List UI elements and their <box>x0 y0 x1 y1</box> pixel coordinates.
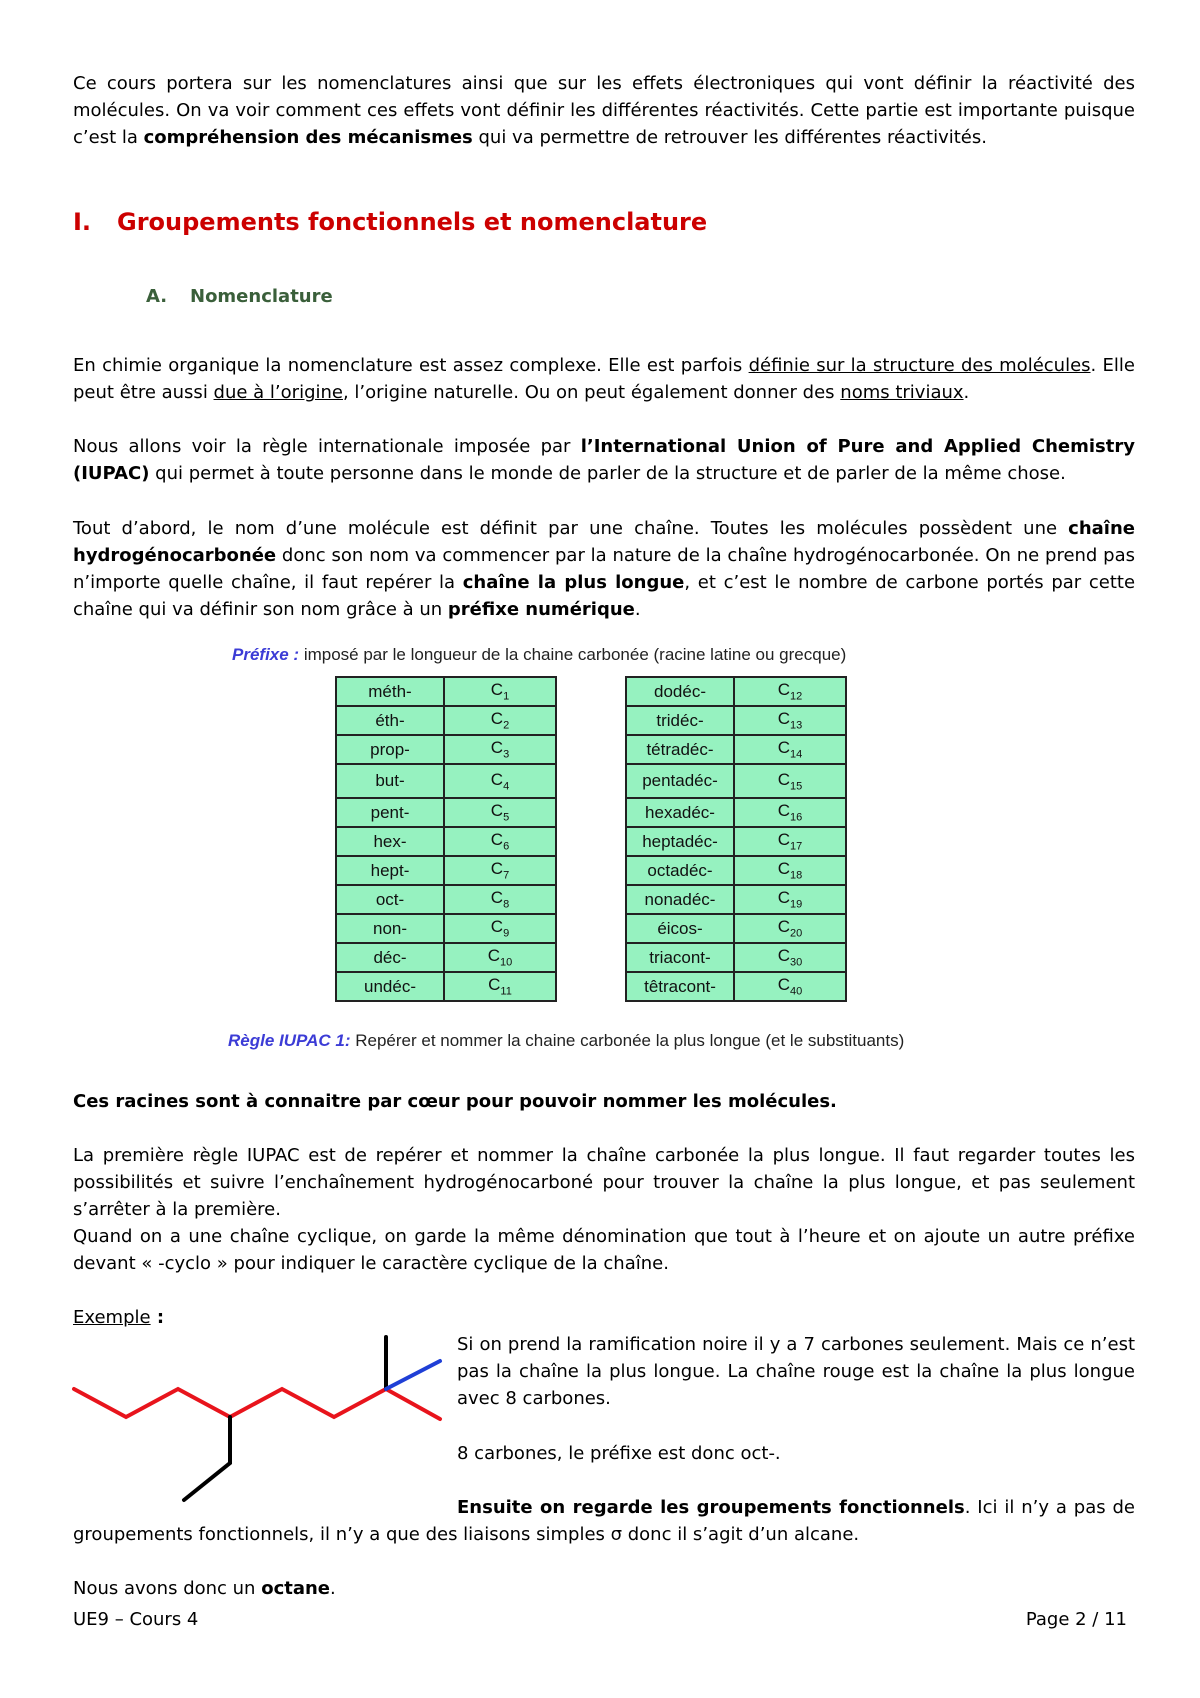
prefix-name: undéc- <box>336 972 444 1001</box>
prefix-row <box>626 735 846 764</box>
prefix-row <box>626 856 846 885</box>
intro-text-end: qui va permettre de retrouver les différentes réactivités. <box>472 127 987 148</box>
prefix-name: hexadéc- <box>626 798 734 827</box>
example-label-colon: : <box>150 1307 165 1328</box>
example-bold: Ensuite on regarde les groupements fonctionnels <box>457 1497 965 1518</box>
p1-text-3: , l’origine naturelle. Ou on peut également donner des <box>342 382 841 403</box>
example-text-2: 8 carbones, le préfixe est donc oct-. <box>457 1443 781 1464</box>
p1-underline-3: noms triviaux <box>840 382 964 403</box>
carbon-count: $C_{30}$ <box>734 943 846 972</box>
section-title: Groupements fonctionnels et nomenclature <box>117 208 708 236</box>
p1-underline-2: due à l’origine <box>213 382 343 403</box>
prefix-row <box>626 677 846 706</box>
main-chain-bond <box>74 1389 440 1419</box>
prefix-name: heptadéc- <box>626 827 734 856</box>
p7-text: Nous avons donc un <box>73 1578 262 1599</box>
prefix-caption-text: imposé par le longueur de la chaine carbonée (racine latine ou grecque) <box>299 645 847 664</box>
carbon-count: $C_1$ <box>444 677 556 706</box>
subsection-heading <box>146 286 333 307</box>
prefix-row <box>626 972 846 1001</box>
carbon-count: $C_{10}$ <box>444 943 556 972</box>
carbon-count: $C_{18}$ <box>734 856 846 885</box>
intro-text: Ce cours portera sur les nomenclatures ainsi que sur les effets électroniques qui vont définir la réactivité des molécules. On va voir comment ces effets vont définir les différentes réactivités. Cette partie est importante puisque c’est la <box>73 73 1135 148</box>
prefix-name: hex- <box>336 827 444 856</box>
carbon-count: $C_{12}$ <box>734 677 846 706</box>
p1-text-4: . <box>963 382 970 403</box>
p3-bold-2: chaîne la plus longue <box>462 572 685 593</box>
branch-bond <box>184 1417 230 1500</box>
prefix-name: méth- <box>336 677 444 706</box>
carbon-count: $C_7$ <box>444 856 556 885</box>
intro-bold: compréhension des mécanismes <box>143 127 473 148</box>
carbon-count: $C_{17}$ <box>734 827 846 856</box>
p6-text: Quand on a une chaîne cyclique, on garde la même dénomination que tout à l’heure et on ajoute un autre préfixe devant « -cyclo » pour indiquer le caractère cyclique de la chaîne. <box>73 1226 1135 1274</box>
carbon-count: $C_2$ <box>444 706 556 735</box>
prefix-row <box>626 943 846 972</box>
prefix-row <box>626 798 846 827</box>
prefix-name: dodéc- <box>626 677 734 706</box>
rule-caption-key: Règle IUPAC 1: <box>228 1031 351 1050</box>
section-number: I. <box>73 208 92 236</box>
carbon-count: $C_3$ <box>444 735 556 764</box>
carbon-count: $C_{40}$ <box>734 972 846 1001</box>
prefix-row <box>336 677 556 706</box>
carbon-count: $C_5$ <box>444 798 556 827</box>
p5-text: La première règle IUPAC est de repérer et nommer la chaîne carbonée la plus longue. Il faut regarder toutes les possibilités et suivre l’enchaînement hydrogénocarboné pour trouver la chaîne la plus longue, et pas seulement s’arrêter à la première. <box>73 1145 1135 1220</box>
subsection-number: A. <box>146 286 168 307</box>
footer-course: UE9 – Cours 4 <box>73 1609 199 1630</box>
prefix-row <box>626 706 846 735</box>
prefix-name: tridéc- <box>626 706 734 735</box>
example-explanation <box>457 1331 1135 1412</box>
prefix-name: nonadéc- <box>626 885 734 914</box>
p3-text-4: . <box>634 599 641 620</box>
prefix-row <box>336 798 556 827</box>
p1-text-2: . Elle peut être aussi <box>73 355 1135 403</box>
p3-bold-1: chaîne hydrogénocarbonée <box>73 518 1135 566</box>
prefix-row <box>626 914 846 943</box>
example-functional-groups <box>73 1494 1135 1548</box>
prefix-name: octadéc- <box>626 856 734 885</box>
carbon-count: $C_9$ <box>444 914 556 943</box>
prefix-name: hept- <box>336 856 444 885</box>
carbon-count: $C_6$ <box>444 827 556 856</box>
example-text-1: Si on prend la ramification noire il y a 7 carbones seulement. Mais ce n’est pas la chaîne la plus longue. La chaîne rouge est la chaîne la plus longue avec 8 carbones. <box>457 1334 1135 1409</box>
paragraph-nomenclature <box>73 352 1135 406</box>
p3-text-2: donc son nom va commencer par la nature de la chaîne hydrogénocarbonée. On ne prend pas n’importe quelle chaîne, il faut repérer la <box>73 545 1135 593</box>
octane-skeletal-diagram <box>60 1325 460 1515</box>
example-prefix <box>457 1440 1135 1467</box>
p7-text-2: . <box>330 1578 336 1599</box>
methyl-bond-blue <box>386 1361 440 1389</box>
carbon-count: $C_{19}$ <box>734 885 846 914</box>
prefix-row <box>336 885 556 914</box>
prefix-name: déc- <box>336 943 444 972</box>
prefix-caption <box>232 645 846 665</box>
prefix-row <box>336 943 556 972</box>
p3-bold-3: préfixe numérique <box>447 599 635 620</box>
p2-bold: l’International Union of Pure and Applied Chemistry (IUPAC) <box>73 436 1135 484</box>
prefix-name: prop- <box>336 735 444 764</box>
prefix-row <box>336 856 556 885</box>
p1-underline-1: définie sur la structure des molécules <box>748 355 1091 376</box>
carbon-count: $C_4$ <box>444 764 556 798</box>
p4-bold: Ces racines sont à connaitre par cœur pour pouvoir nommer les molécules. <box>73 1091 837 1112</box>
prefix-name: pent- <box>336 798 444 827</box>
p2-text: Nous allons voir la règle internationale imposée par <box>73 436 581 457</box>
p3-text-3: , et c’est le nombre de carbone portés par cette chaîne qui va définir son nom grâce à un <box>73 572 1136 620</box>
carbon-count: $C_{11}$ <box>444 972 556 1001</box>
prefix-row <box>626 764 846 798</box>
prefix-row <box>336 914 556 943</box>
prefix-name: but- <box>336 764 444 798</box>
prefix-name: éicos- <box>626 914 734 943</box>
carbon-count: $C_{13}$ <box>734 706 846 735</box>
rule-caption <box>228 1031 904 1051</box>
p7-bold: octane <box>261 1578 331 1599</box>
prefix-name: éth- <box>336 706 444 735</box>
prefix-row <box>626 827 846 856</box>
paragraph-conclusion <box>73 1575 1135 1602</box>
carbon-count: $C_{20}$ <box>734 914 846 943</box>
prefix-row <box>626 885 846 914</box>
subsection-title: Nomenclature <box>190 286 333 307</box>
prefix-row <box>336 972 556 1001</box>
p1-text: En chimie organique la nomenclature est assez complexe. Elle est parfois <box>73 355 749 376</box>
section-heading <box>73 208 707 236</box>
prefix-table-right <box>625 676 847 1002</box>
prefix-name: non- <box>336 914 444 943</box>
carbon-count: $C_{16}$ <box>734 798 846 827</box>
footer-page-number: Page 2 / 11 <box>1025 1609 1127 1630</box>
carbon-count: $C_8$ <box>444 885 556 914</box>
prefix-row <box>336 827 556 856</box>
prefix-row <box>336 706 556 735</box>
prefix-name: têtracont- <box>626 972 734 1001</box>
prefix-name: oct- <box>336 885 444 914</box>
prefix-table-left <box>335 676 557 1002</box>
example-text-3: . Ici il n’y a pas de groupements fonctionnels, il n’y a que des liaisons simples σ donc il s’agit d’un alcane. <box>73 1497 1135 1545</box>
paragraph-rule <box>73 1142 1135 1277</box>
prefix-name: tétradéc- <box>626 735 734 764</box>
prefix-row <box>336 735 556 764</box>
prefix-name: triacont- <box>626 943 734 972</box>
prefix-caption-key: Préfixe : <box>232 645 300 664</box>
carbon-count: $C_{14}$ <box>734 735 846 764</box>
intro-paragraph <box>73 70 1135 151</box>
p2-text-2: qui permet à toute personne dans le monde de parler de la structure et de parler de la même chose. <box>149 463 1066 484</box>
paragraph-roots <box>73 1088 1135 1115</box>
paragraph-chain <box>73 515 1135 623</box>
example-label-text: Exemple <box>73 1307 151 1328</box>
paragraph-iupac <box>73 433 1135 487</box>
prefix-name: pentadéc- <box>626 764 734 798</box>
rule-caption-text: Repérer et nommer la chaine carbonée la plus longue (et le substituants) <box>350 1031 905 1050</box>
p3-text: Tout d’abord, le nom d’une molécule est définit par une chaîne. Toutes les molécules possèdent une <box>73 518 1069 539</box>
prefix-row <box>336 764 556 798</box>
carbon-count: $C_{15}$ <box>734 764 846 798</box>
